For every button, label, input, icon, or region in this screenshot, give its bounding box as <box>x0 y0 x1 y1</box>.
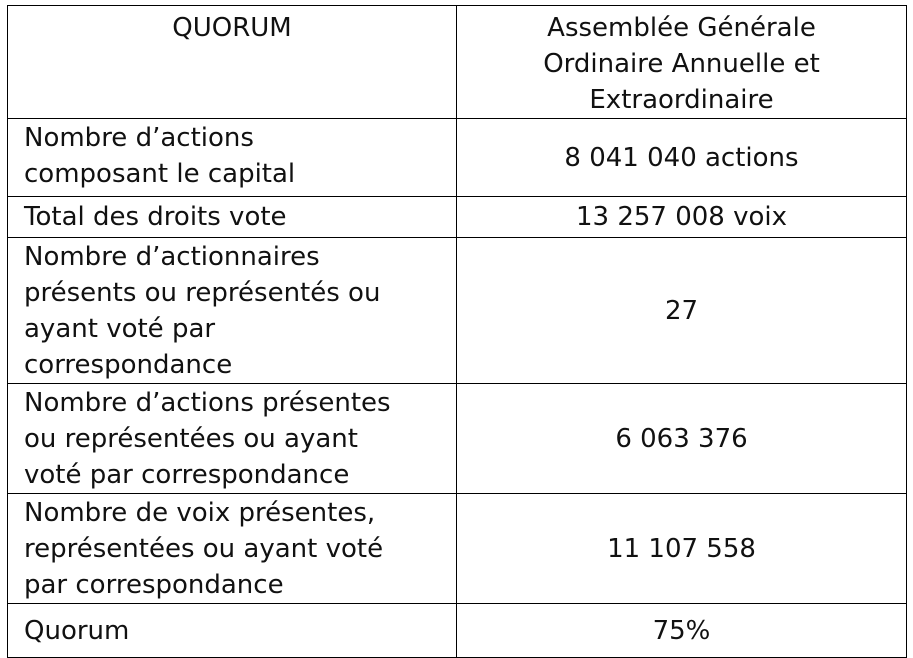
label-line: Nombre de voix présentes, <box>24 498 376 528</box>
table-header-row <box>8 6 907 119</box>
table-row <box>8 238 907 384</box>
label-line: composant le capital <box>24 159 296 189</box>
row-label-total-votes <box>8 197 457 238</box>
label-line: ou représentées ou ayant <box>24 424 358 454</box>
row-label-shares-present <box>8 384 457 494</box>
row-value-votes-present: 11 107 558 <box>457 494 907 604</box>
header-meeting-line1: Assemblée Générale <box>547 13 816 43</box>
row-label-shareholders <box>8 238 457 384</box>
label-line: présents ou représentés ou <box>24 278 381 308</box>
label-line: Nombre d’actions <box>24 123 254 153</box>
header-meeting-line2: Ordinaire Annuelle et <box>543 49 820 79</box>
row-label-capital-shares <box>8 119 457 197</box>
label-line: Nombre d’actions présentes <box>24 388 391 418</box>
label-line: par correspondance <box>24 570 284 600</box>
header-meeting-type <box>457 6 907 119</box>
label-line: voté par correspondance <box>24 460 350 490</box>
row-value-capital-shares: 8 041 040 actions <box>457 119 907 197</box>
header-meeting-line3: Extraordinaire <box>589 85 774 115</box>
table-row <box>8 119 907 197</box>
row-label-votes-present <box>8 494 457 604</box>
row-value-quorum: 75% <box>457 604 907 658</box>
table-row <box>8 197 907 238</box>
label-line: ayant voté par <box>24 314 216 344</box>
header-quorum-text: QUORUM <box>172 13 292 43</box>
quorum-table <box>7 5 907 658</box>
label-line: correspondance <box>24 350 233 380</box>
table-row <box>8 384 907 494</box>
row-value-total-votes: 13 257 008 voix <box>457 197 907 238</box>
header-quorum <box>8 6 457 119</box>
label-line: représentées ou ayant voté <box>24 534 384 564</box>
label-line: Nombre d’actionnaires <box>24 242 320 272</box>
label-line: Total des droits vote <box>24 202 287 232</box>
row-value-shares-present: 6 063 376 <box>457 384 907 494</box>
label-line: Quorum <box>24 615 130 646</box>
row-value-shareholders: 27 <box>457 238 907 384</box>
table-row <box>8 604 907 658</box>
table-row <box>8 494 907 604</box>
row-label-quorum <box>8 604 457 658</box>
